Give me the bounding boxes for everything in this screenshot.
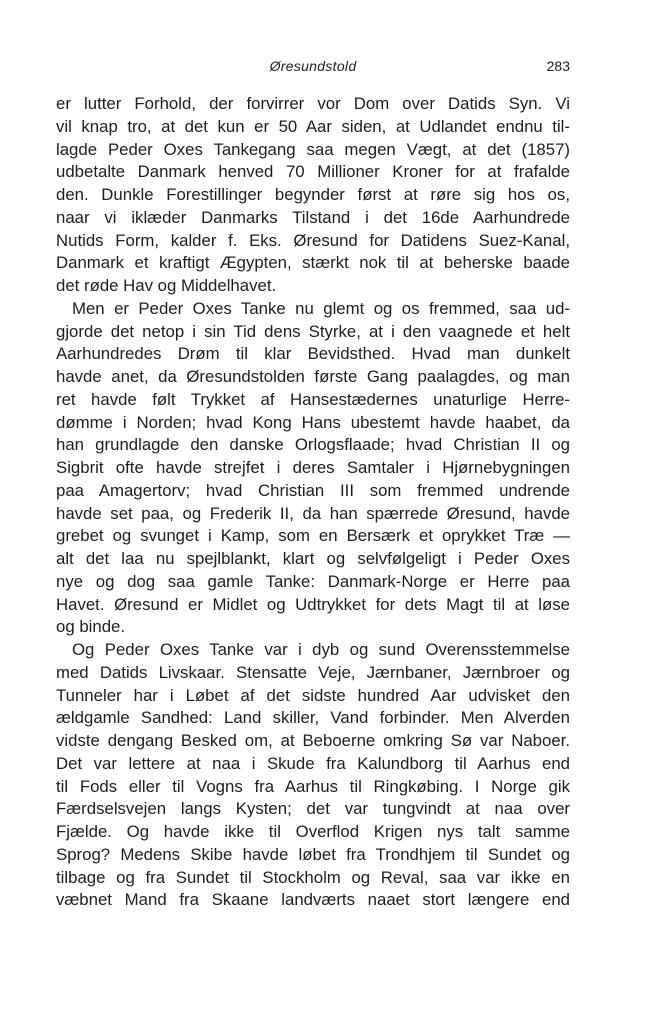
text-line: Havet. Øresund er Midlet og Udtrykket for dets Magt til at løse <box>56 594 570 614</box>
text-line: er lutter Forhold, der forvirrer vor Dom over Datids Syn. Vi <box>56 94 570 113</box>
text-line: paa Amagertorv; hvad Christian III som fremmed undrende <box>56 480 570 500</box>
paragraph-end-line: og binde. <box>56 617 126 637</box>
paragraph-start-line: Og Peder Oxes Tanke var i dyb og sund Overensstemmelse <box>72 640 570 659</box>
text-line: havde set paa, og Frederik II, da han spærrede Øresund, havde <box>56 503 570 523</box>
text-line: naar vi iklæder Danmarks Tilstand i det 16de Aarhundrede <box>56 207 570 227</box>
text-line: Tunneler har i Løbet af det sidste hundred Aar udvisket den <box>56 685 570 705</box>
text-line: gjorde det netop i sin Tid dens Styrke, at i den vaagnede et helt <box>56 321 570 341</box>
running-header <box>56 58 570 80</box>
text-line: dømme i Norden; hvad Kong Hans ubestemt havde haabet, da <box>56 412 570 432</box>
paragraph-end-line: det røde Hav og Middelhavet. <box>56 276 277 295</box>
text-line: han grundlagde den danske Orlogsflaade; hvad Christian II og <box>56 435 570 455</box>
text-line: den. Dunkle Forestillinger begynder først at røre sig hos os, <box>56 185 570 204</box>
body-text <box>56 93 570 912</box>
text-line: vil knap tro, at det kun er 50 Aar siden, at Udlandet endnu til- <box>56 116 570 136</box>
text-line: Færdselsvejen langs Kysten; det var tungvindt at naa over <box>56 799 570 819</box>
text-line: vidste dengang Besked om, at Beboerne omkring Sø var Naboer. <box>56 731 570 750</box>
text-line: alt det laa nu spejlblankt, klart og selvfølgeligt i Peder Oxes <box>56 549 570 568</box>
text-line: ældgamle Sandhed: Land skiller, Vand forbinder. Men Alverden <box>56 708 570 728</box>
page-number: 283 <box>546 58 570 74</box>
paragraph-start-line: Men er Peder Oxes Tanke nu glemt og os fremmed, saa ud- <box>72 298 570 318</box>
text-line: ret havde følt Trykket af Hansestædernes unaturlige Herre- <box>56 389 570 409</box>
text-line: tilbage og fra Sundet til Stockholm og Reval, saa var ikke en <box>56 867 570 887</box>
text-line: Sigbrit ofte havde strejfet i deres Samtaler i Hjørnebygningen <box>56 458 570 477</box>
text-line: væbnet Mand fra Skaane landværts naaet stort længere end <box>56 890 570 910</box>
text-line: udbetalte Danmark henved 70 Millioner Kroner for at frafalde <box>56 162 570 182</box>
text-line: med Datids Livskaar. Stensatte Veje, Jærnbaner, Jærnbroer og <box>56 662 570 682</box>
text-line: lagde Peder Oxes Tankegang saa megen Vægt, at det (1857) <box>56 139 570 159</box>
text-line: Det var lettere at naa i Skude fra Kalundborg til Aarhus end <box>56 753 570 773</box>
text-line: grebet og svunget i Kamp, som en Bersærk et oprykket Træ — <box>56 526 570 546</box>
text-line: Aarhundredes Drøm til klar Bevidsthed. Hvad man dunkelt <box>56 344 570 364</box>
text-line: havde anet, da Øresundstolden første Gang paalagdes, og man <box>56 367 570 386</box>
text-line: Danmark et kraftigt Ægypten, stærkt nok til at beherske baade <box>56 253 570 273</box>
text-line: Nutids Form, kalder f. Eks. Øresund for Datidens Suez-Kanal, <box>56 230 570 250</box>
text-line: nye og dog saa gamle Tanke: Danmark-Norge er Herre paa <box>56 571 570 591</box>
text-line: til Fods eller til Vogns fra Aarhus til Ringkøbing. I Norge gik <box>56 776 570 796</box>
running-title: Øresundstold <box>269 58 357 74</box>
text-line: Fjælde. Og havde ikke til Overflod Krigen nys talt samme <box>56 822 570 841</box>
text-line: Sprog? Medens Skibe havde løbet fra Trondhjem til Sundet og <box>56 844 570 864</box>
